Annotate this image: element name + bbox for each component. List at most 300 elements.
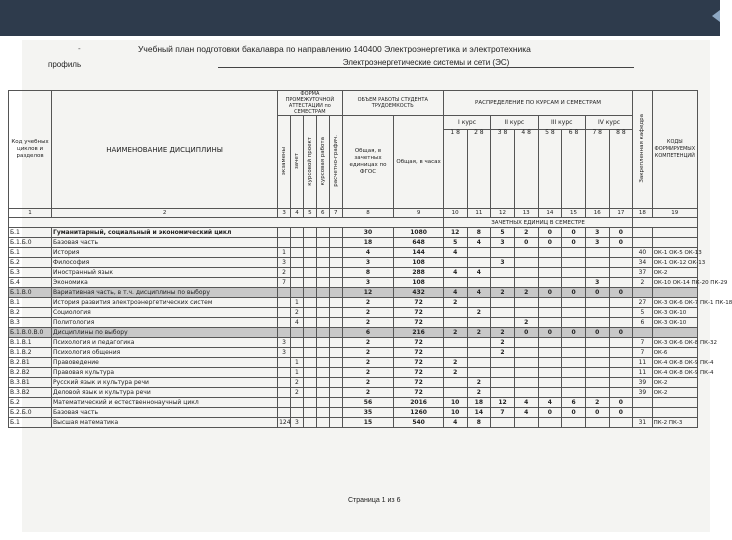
- semester-3-header: 3 8: [491, 130, 515, 209]
- credit-units: 3: [342, 278, 394, 288]
- hours: 72: [394, 388, 444, 398]
- department-code: 11: [633, 368, 652, 378]
- attestation-cell: [303, 338, 316, 348]
- credit-units: 4: [342, 248, 394, 258]
- discipline-code: Б.2: [9, 398, 52, 408]
- semester-cell: 8: [467, 418, 491, 428]
- discipline-code: В.3.В1: [9, 378, 52, 388]
- semester-cell: [514, 268, 538, 278]
- semester-cell: [562, 278, 586, 288]
- column-number-cell: 5: [303, 209, 316, 218]
- semester-cell: [562, 258, 586, 268]
- semester-cell: 2: [467, 378, 491, 388]
- table-row: [9, 378, 698, 388]
- semester-cell: [585, 298, 609, 308]
- attestation-cell: [316, 258, 329, 268]
- semester-cell: [538, 348, 562, 358]
- semester-cell: 6: [562, 398, 586, 408]
- semester-cell: [585, 308, 609, 318]
- attestation-cell: [278, 368, 291, 378]
- discipline-name: История: [52, 248, 278, 258]
- discipline-code: В.1.В.1: [9, 338, 52, 348]
- hours: 288: [394, 268, 444, 278]
- hours: 72: [394, 358, 444, 368]
- profile-value: Электроэнергетические системы и сети (ЭС): [218, 58, 634, 68]
- department-code: 5: [633, 308, 652, 318]
- credit-units: 2: [342, 368, 394, 378]
- attestation-cell: 124: [279, 418, 291, 426]
- credit-units: 2: [342, 348, 394, 358]
- discipline-code: Б.3: [9, 268, 52, 278]
- semester-cell: 2: [491, 288, 515, 298]
- attestation-cell: [278, 378, 291, 388]
- semester-cell: 5: [443, 238, 467, 248]
- attestation-cell: [329, 238, 342, 248]
- attestation-cell: [316, 238, 329, 248]
- semester-cell: [514, 298, 538, 308]
- semester-cell: 3: [491, 258, 515, 268]
- semester-cell: [609, 418, 633, 428]
- semester-cell: 0: [538, 228, 562, 238]
- column-number-cell: 3: [278, 209, 291, 218]
- semester-cell: [443, 258, 467, 268]
- competence-codes: ОК-3 ОК-10: [652, 308, 697, 318]
- distribution-group-header: РАСПРЕДЕЛЕНИЕ ПО КУРСАМ И СЕМЕСТРАМ: [443, 91, 632, 116]
- semester-cell: 7: [491, 408, 515, 418]
- column-number-cell: 18: [633, 209, 652, 218]
- table-row: [9, 278, 698, 288]
- semester-cell: [443, 338, 467, 348]
- table-row: [9, 398, 698, 408]
- competence-codes: ОК-1 ОК-5 ОК-13: [653, 249, 702, 256]
- discipline-name: Психология и педагогика: [52, 338, 278, 348]
- semester-cell: 3: [585, 278, 609, 288]
- competence-codes: ОК-6: [652, 348, 697, 358]
- discipline-code: Б.2: [9, 258, 52, 268]
- curriculum-table: [8, 90, 732, 428]
- attestation-cell: [291, 238, 304, 248]
- attestation-cell: [316, 268, 329, 278]
- code-header: Код учебных циклов и разделов: [9, 91, 52, 209]
- hours: 72: [394, 378, 444, 388]
- attestation-cell: 2: [278, 268, 291, 278]
- semester-cell: [585, 368, 609, 378]
- semester-cell: [562, 368, 586, 378]
- attestation-cell: [316, 308, 329, 318]
- hours: 540: [394, 418, 444, 428]
- credit-units: 2: [342, 308, 394, 318]
- department-code: [633, 408, 652, 418]
- discipline-code: Б.1: [9, 248, 52, 258]
- semester-cell: 0: [609, 398, 633, 408]
- column-numbers-row: [9, 209, 698, 218]
- hours: 108: [394, 278, 444, 288]
- semester-cell: 2: [443, 328, 467, 338]
- discipline-code: Б.4: [9, 278, 52, 288]
- semester-cell: 0: [514, 328, 538, 338]
- semester-cell: [562, 268, 586, 278]
- semester-cell: 0: [562, 328, 586, 338]
- semester-cell: [491, 268, 515, 278]
- attestation-cell: [329, 358, 342, 368]
- table-body: [9, 209, 732, 428]
- attestation-cell: [329, 288, 342, 298]
- attestation-cell: [329, 278, 342, 288]
- document-title: Учебный план подготовки бакалавра по направлению 140400 Электроэнергетика и электротехника: [138, 44, 531, 54]
- semester-cell: 2: [585, 398, 609, 408]
- attestation-cell: [329, 398, 342, 408]
- discipline-code: Б.1.В.0.В.0: [9, 328, 52, 338]
- attestation-cell: [291, 338, 304, 348]
- column-number-cell: 7: [329, 209, 342, 218]
- semester-cell: 2: [443, 368, 467, 378]
- discipline-code: Б.1: [9, 418, 52, 428]
- discipline-name: Правоведение: [52, 358, 278, 368]
- course-2-header: II курс: [491, 116, 538, 130]
- semester-cell: 4: [443, 248, 467, 258]
- competence-codes: ОК-2: [652, 378, 697, 388]
- attestation-cell: [291, 268, 304, 278]
- attestation-cell: [316, 408, 329, 418]
- semester-5-header: 5 8: [538, 130, 562, 209]
- attestation-cell: [316, 298, 329, 308]
- discipline-header: НАИМЕНОВАНИЕ ДИСЦИПЛИНЫ: [52, 91, 278, 209]
- table-row: [9, 338, 698, 348]
- attestation-cell: [329, 328, 342, 338]
- discipline-name: Вариативная часть, в т.ч. дисциплины по выбору: [52, 288, 278, 298]
- attestation-cell: [303, 388, 316, 398]
- table-row: [9, 248, 698, 258]
- semester-cell: 0: [585, 408, 609, 418]
- attestation-cell: [291, 348, 304, 358]
- semester-cell: 12: [491, 398, 515, 408]
- competence-codes: [652, 398, 697, 408]
- competence-codes: ОК-2: [652, 388, 697, 398]
- semester-cell: [609, 338, 633, 348]
- hours: 1260: [394, 408, 444, 418]
- department-code: 11: [633, 358, 652, 368]
- attestation-cell: [303, 308, 316, 318]
- attestation-cell: [303, 248, 316, 258]
- semester-cell: [538, 318, 562, 328]
- competence-codes: ОК-1 ОК-12 ОК-13: [653, 259, 706, 266]
- attestation-cell: [303, 368, 316, 378]
- attestation-cell: [291, 258, 304, 268]
- discipline-name: Экономика: [52, 278, 278, 288]
- semester-cell: [585, 258, 609, 268]
- attestation-cell: [278, 318, 291, 328]
- attestation-cell: 3: [278, 348, 291, 358]
- department-code: 34: [633, 258, 652, 268]
- semester-cell: 0: [585, 288, 609, 298]
- semester-cell: 3: [491, 238, 515, 248]
- discipline-code: В.1.В.2: [9, 348, 52, 358]
- department-code: 27: [633, 298, 652, 308]
- semester-cell: [443, 308, 467, 318]
- attestation-cell: [316, 418, 329, 428]
- semester-cell: [514, 348, 538, 358]
- table-row: [9, 328, 698, 338]
- attestation-cell: [303, 268, 316, 278]
- semester-cell: 2: [491, 328, 515, 338]
- semester-cell: [538, 258, 562, 268]
- table-row: [9, 388, 698, 398]
- semester-cell: [514, 388, 538, 398]
- semester-cell: [609, 308, 633, 318]
- semester-cell: 2: [514, 318, 538, 328]
- column-number-cell: 1: [9, 209, 52, 218]
- semester-cell: [538, 268, 562, 278]
- attestation-cell: [278, 228, 291, 238]
- semester-cell: [443, 378, 467, 388]
- competence-codes: ОК-3 ОК-10: [652, 318, 697, 328]
- semester-cell: 0: [514, 238, 538, 248]
- competence-codes: ОК-10 ОК-14 ПК-20 ПК-29: [653, 279, 728, 286]
- semester-cell: [467, 318, 491, 328]
- semester-7-header: 7 8: [585, 130, 609, 209]
- semester-cell: [443, 318, 467, 328]
- table-row: [9, 358, 698, 368]
- attestation-cell: 1: [291, 298, 304, 308]
- semester-cell: 0: [609, 288, 633, 298]
- competence-codes: ОК-2: [652, 268, 697, 278]
- attestation-cell: [303, 288, 316, 298]
- attestation-cell: [303, 228, 316, 238]
- semester-cell: [514, 258, 538, 268]
- attestation-cell: [278, 238, 291, 248]
- attestation-cell: [316, 228, 329, 238]
- semester-cell: 5: [491, 228, 515, 238]
- discipline-code: Б.1: [9, 228, 52, 238]
- semester-cell: [609, 388, 633, 398]
- semester-cell: [514, 248, 538, 258]
- semester-cell: [585, 388, 609, 398]
- attestation-cell: [329, 248, 342, 258]
- semester-cell: [562, 388, 586, 398]
- discipline-code: В.2: [9, 308, 52, 318]
- units-note: ЗАЧЕТНЫХ ЕДИНИЦ В СЕМЕСТРЕ: [443, 218, 632, 228]
- department-code: [633, 398, 652, 408]
- discipline-code: Б.1.Б.0: [9, 238, 52, 248]
- credit-units: 2: [342, 378, 394, 388]
- discipline-name: Дисциплины по выбору: [52, 328, 278, 338]
- discipline-name: Высшая математика: [52, 418, 278, 428]
- table-row: [9, 268, 698, 278]
- semester-6-header: 6 8: [562, 130, 586, 209]
- attestation-cell: 2: [291, 388, 304, 398]
- competence-codes: ОК-3 ОК-6 ОК-7 ПК-1 ПК-18: [653, 299, 732, 306]
- attestation-cell: [329, 418, 342, 428]
- semester-cell: [538, 378, 562, 388]
- attestation-cell: [329, 228, 342, 238]
- attestation-cell: [278, 398, 291, 408]
- column-number-cell: 6: [316, 209, 329, 218]
- semester-cell: [538, 358, 562, 368]
- attestation-cell: [278, 308, 291, 318]
- attestation-cell: [316, 368, 329, 378]
- attest-credit-header: зачет: [291, 116, 304, 209]
- attest-calc-header: расчетно-графич.: [329, 116, 342, 209]
- attestation-cell: [316, 398, 329, 408]
- semester-cell: 2: [514, 288, 538, 298]
- credit-units: 35: [342, 408, 394, 418]
- attestation-cell: [303, 418, 316, 428]
- table-row: [9, 418, 698, 428]
- attestation-cell: [303, 318, 316, 328]
- semester-cell: [514, 308, 538, 318]
- attestation-cell: [278, 328, 291, 338]
- semester-cell: 4: [443, 268, 467, 278]
- attestation-cell: [329, 378, 342, 388]
- semester-1-header: 1 8: [443, 130, 467, 209]
- column-number-cell: 10: [443, 209, 467, 218]
- semester-cell: 2: [491, 338, 515, 348]
- table-row: [9, 348, 698, 358]
- attestation-cell: [316, 278, 329, 288]
- discipline-name: Русский язык и культура речи: [52, 378, 278, 388]
- hours: 1080: [394, 228, 444, 238]
- semester-cell: [538, 368, 562, 378]
- attestation-cell: [291, 288, 304, 298]
- semester-cell: [467, 278, 491, 288]
- attestation-cell: [316, 378, 329, 388]
- semester-cell: 2: [467, 328, 491, 338]
- column-number-cell: 16: [585, 209, 609, 218]
- course-1-header: I курс: [443, 116, 490, 130]
- semester-cell: 2: [514, 228, 538, 238]
- department-code: 31: [633, 418, 652, 428]
- semester-cell: 14: [467, 408, 491, 418]
- semester-cell: [514, 418, 538, 428]
- department-code: [633, 228, 652, 238]
- department-code: [633, 238, 652, 248]
- semester-cell: 2: [467, 388, 491, 398]
- credit-units: 6: [342, 328, 394, 338]
- column-number-cell: 13: [514, 209, 538, 218]
- competence-codes: [652, 238, 697, 248]
- semester-cell: [609, 258, 633, 268]
- semester-cell: 0: [562, 408, 586, 418]
- semester-cell: 0: [562, 228, 586, 238]
- column-number-cell: 2: [52, 209, 278, 218]
- attestation-cell: [303, 298, 316, 308]
- attestation-cell: [316, 248, 329, 258]
- semester-cell: [609, 298, 633, 308]
- column-number-cell: 14: [538, 209, 562, 218]
- discipline-code: В.2.В2: [9, 368, 52, 378]
- semester-cell: [491, 358, 515, 368]
- semester-cell: 2: [443, 298, 467, 308]
- semester-cell: [585, 318, 609, 328]
- semester-cell: [514, 338, 538, 348]
- attestation-cell: [278, 408, 291, 418]
- credit-units: 18: [342, 238, 394, 248]
- discipline-name: Политология: [52, 318, 278, 328]
- semester-cell: [491, 378, 515, 388]
- discipline-name: Правовая культура: [52, 368, 278, 378]
- semester-cell: 10: [443, 408, 467, 418]
- competence-codes: ОК-4 ОК-8 ОК-9 ПК-4: [653, 359, 714, 366]
- discipline-code: В.3: [9, 318, 52, 328]
- course-4-header: IV курс: [585, 116, 632, 130]
- table-row: [9, 238, 698, 248]
- semester-cell: [467, 358, 491, 368]
- semester-cell: 0: [609, 238, 633, 248]
- discipline-name: Математический и естественнонаучный цикл: [52, 398, 278, 408]
- semester-cell: [491, 308, 515, 318]
- semester-cell: 18: [467, 398, 491, 408]
- attestation-cell: [303, 328, 316, 338]
- department-code: 6: [633, 318, 652, 328]
- semester-cell: [562, 378, 586, 388]
- semester-cell: [491, 318, 515, 328]
- attestation-cell: [329, 268, 342, 278]
- credit-units: 3: [342, 258, 394, 268]
- hours: 72: [394, 338, 444, 348]
- attestation-cell: [303, 378, 316, 388]
- attestation-cell: [291, 408, 304, 418]
- discipline-name: Иностранный язык: [52, 268, 278, 278]
- attestation-cell: 7: [278, 278, 291, 288]
- competence-codes: ОК-4 ОК-8 ОК-9 ПК-4: [653, 369, 714, 376]
- semester-cell: 0: [585, 328, 609, 338]
- semester-cell: [467, 258, 491, 268]
- profile-label: профиль: [48, 60, 82, 69]
- semester-cell: 4: [538, 398, 562, 408]
- semester-cell: 10: [443, 398, 467, 408]
- semester-cell: 0: [562, 288, 586, 298]
- credit-units: 56: [342, 398, 394, 408]
- table-row: [9, 318, 698, 328]
- discipline-name: Деловой язык и культура речи: [52, 388, 278, 398]
- attestation-cell: [329, 258, 342, 268]
- attestation-cell: 1: [291, 358, 304, 368]
- semester-cell: 0: [562, 238, 586, 248]
- credit-units: 2: [342, 298, 394, 308]
- semester-cell: [609, 368, 633, 378]
- attestation-cell: [291, 278, 304, 288]
- semester-cell: [443, 348, 467, 358]
- header-dash: -: [78, 44, 81, 53]
- semester-cell: 0: [609, 228, 633, 238]
- column-number-cell: 15: [562, 209, 586, 218]
- department-code: 39: [633, 378, 652, 388]
- semester-cell: 0: [538, 328, 562, 338]
- competence-codes: [652, 328, 697, 338]
- department-code: 39: [633, 388, 652, 398]
- table-row: [9, 298, 698, 308]
- attestation-cell: [278, 388, 291, 398]
- semester-cell: [609, 318, 633, 328]
- semester-cell: [609, 378, 633, 388]
- attestation-cell: [278, 358, 291, 368]
- discipline-name: Философия: [52, 258, 278, 268]
- table-row: [9, 288, 698, 298]
- semester-cell: [562, 248, 586, 258]
- discipline-name: Базовая часть: [52, 408, 278, 418]
- semester-cell: [585, 338, 609, 348]
- department-code: 37: [633, 268, 652, 278]
- column-number-cell: 19: [652, 209, 697, 218]
- attestation-cell: [303, 258, 316, 268]
- hours: 144: [394, 248, 444, 258]
- discipline-code: В.1: [9, 298, 52, 308]
- credit-units: 2: [342, 318, 394, 328]
- semester-cell: [538, 308, 562, 318]
- credit-units: 2: [342, 358, 394, 368]
- attestation-cell: 4: [291, 318, 304, 328]
- semester-cell: 4: [514, 398, 538, 408]
